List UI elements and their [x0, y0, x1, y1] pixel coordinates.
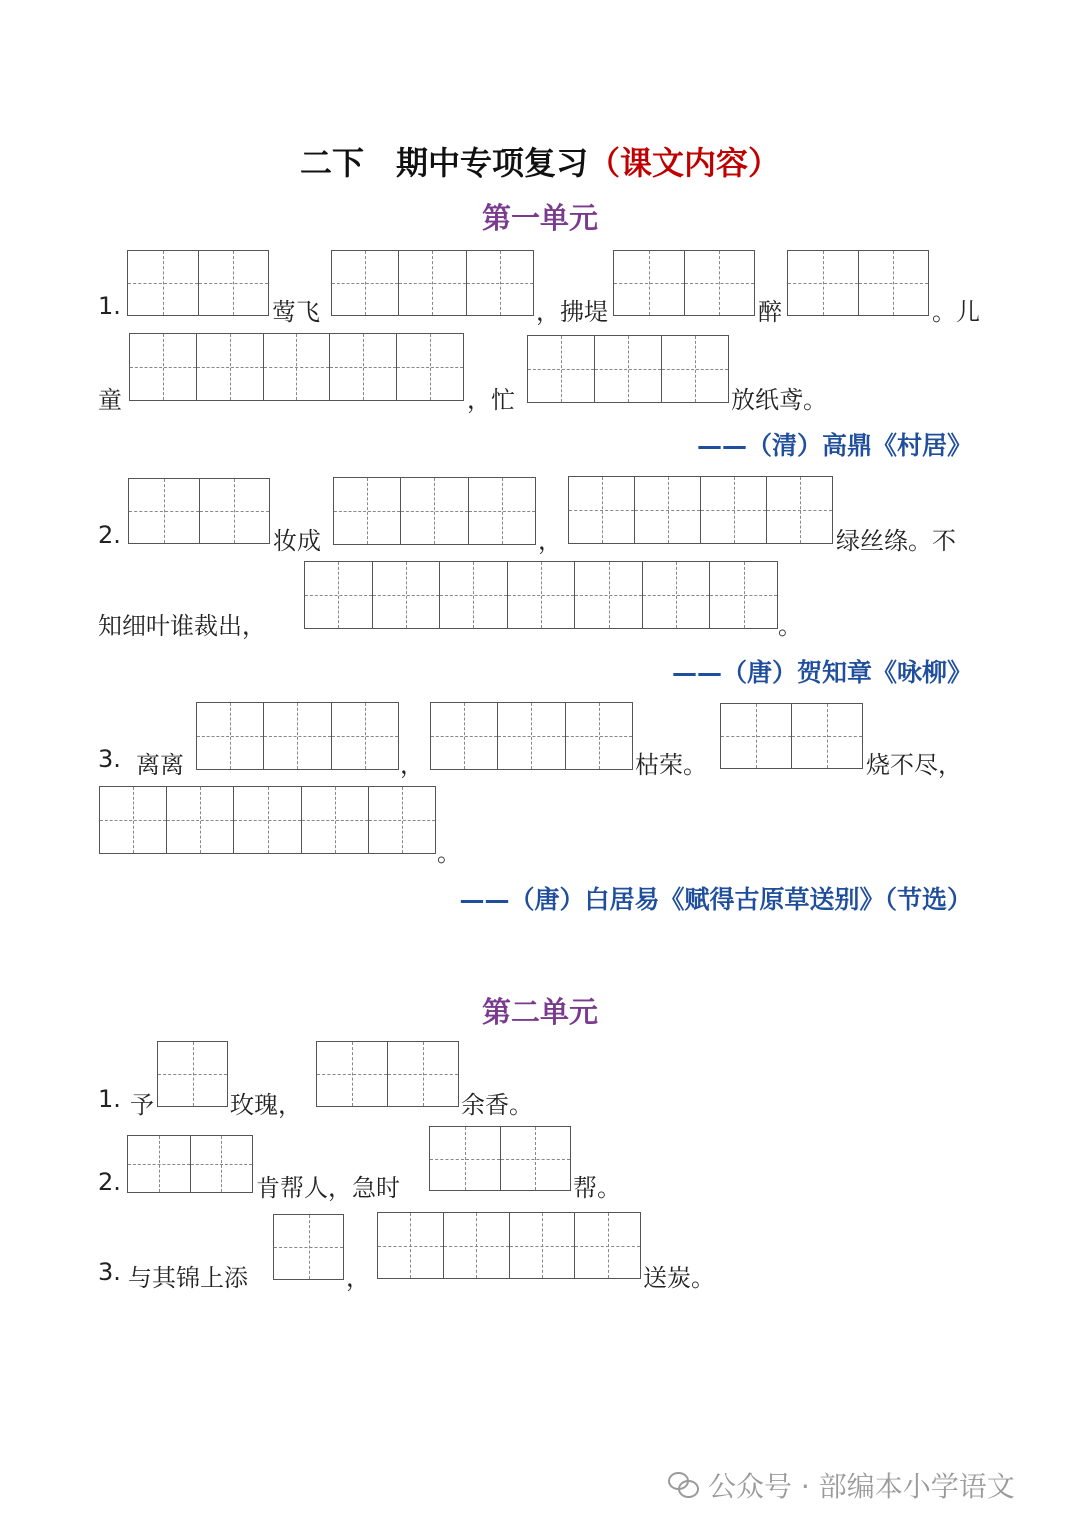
grid-cell[interactable] [190, 1136, 253, 1192]
u1-q1-text7: 放纸鸢。 [731, 386, 827, 414]
u1-q3-number: 3. [98, 745, 121, 773]
u2-q1-number: 1. [98, 1085, 121, 1113]
grid-cell[interactable] [642, 562, 710, 628]
grid-cell[interactable] [263, 703, 330, 769]
grid-cell[interactable] [158, 1042, 227, 1106]
answer-grid-3[interactable] [331, 250, 534, 316]
u2-q3-text3: 送炭。 [643, 1264, 715, 1292]
grid-cell[interactable] [528, 336, 594, 402]
grid-cell[interactable] [791, 704, 862, 768]
grid-cell[interactable] [100, 787, 166, 853]
grid-cell[interactable] [507, 562, 575, 628]
grid-cell[interactable] [569, 477, 634, 543]
u1-q2-text1: 妆成 [273, 527, 321, 555]
u2-q1-text2: 玫瑰， [230, 1091, 302, 1119]
page-title [0, 138, 1080, 184]
u1-q3-text5: 。 [437, 839, 461, 867]
grid-cell[interactable] [565, 703, 632, 769]
answer-grid-2[interactable] [720, 703, 863, 769]
grid-cell[interactable] [334, 478, 400, 544]
grid-cell[interactable] [331, 703, 398, 769]
answer-grid-2[interactable] [128, 478, 270, 544]
u1-q2-text4: 知细叶谁裁出， [98, 612, 266, 640]
title-main: 二下 期中专项复习 [299, 144, 588, 182]
grid-cell[interactable] [396, 334, 463, 400]
answer-grid-4[interactable] [377, 1212, 641, 1279]
watermark [668, 1465, 1015, 1505]
grid-cell[interactable] [198, 251, 269, 315]
answer-grid-2[interactable] [429, 1126, 571, 1191]
u1-q1-text4: 。儿 [932, 298, 980, 326]
u2-q3-text1: 与其锦上添 [128, 1264, 248, 1292]
grid-cell[interactable] [128, 1136, 190, 1192]
grid-cell[interactable] [468, 478, 535, 544]
u1-q3-text2: ， [400, 751, 424, 779]
unit2-heading: 第二单元 [481, 995, 598, 1029]
u1-q3-text3: 枯荣。 [635, 751, 707, 779]
u1-q3-text1: 离离 [136, 751, 184, 779]
grid-cell[interactable] [439, 562, 507, 628]
grid-cell[interactable] [301, 787, 368, 853]
u1-q2-source: ——（唐）贺知章《咏柳》 [671, 658, 972, 687]
grid-cell[interactable] [199, 479, 270, 543]
answer-grid-1[interactable] [157, 1041, 228, 1107]
grid-cell[interactable] [634, 477, 700, 543]
grid-cell[interactable] [128, 251, 198, 315]
u1-q1-number: 1. [98, 292, 121, 320]
grid-cell[interactable] [721, 704, 791, 768]
grid-cell[interactable] [614, 251, 684, 315]
grid-cell[interactable] [766, 477, 832, 543]
answer-grid-3[interactable] [527, 335, 729, 403]
grid-cell[interactable] [233, 787, 300, 853]
u1-q2-text5: 。 [778, 612, 802, 640]
answer-grid-1[interactable] [273, 1214, 344, 1280]
answer-grid-2[interactable] [316, 1041, 459, 1107]
title-highlight: （课文内容） [588, 144, 781, 182]
grid-cell[interactable] [166, 787, 233, 853]
answer-grid-2[interactable] [127, 1135, 253, 1193]
u1-q1-text5: 童 [98, 386, 122, 414]
grid-cell[interactable] [594, 336, 661, 402]
grid-cell[interactable] [509, 1213, 575, 1278]
u1-q2-text2: ， [538, 527, 562, 555]
grid-cell[interactable] [788, 251, 858, 315]
answer-grid-3[interactable] [430, 702, 633, 770]
u1-q3-source: ——（唐）白居易《赋得古原草送别》（节选） [459, 885, 972, 914]
u1-q1-text3: 醉 [758, 298, 782, 326]
grid-cell[interactable] [398, 251, 465, 315]
u2-q2-text1: 肯帮人，急时 [256, 1174, 400, 1202]
answer-grid-3[interactable] [196, 702, 399, 770]
grid-cell[interactable] [574, 562, 642, 628]
u2-q1-text3: 余香。 [461, 1091, 533, 1119]
grid-cell[interactable] [197, 703, 263, 769]
grid-cell[interactable] [372, 562, 440, 628]
grid-cell[interactable] [329, 334, 396, 400]
grid-cell[interactable] [497, 703, 564, 769]
u1-q1-text1: 莺飞 [272, 298, 320, 326]
answer-grid-5[interactable] [99, 786, 436, 854]
grid-cell[interactable] [700, 477, 766, 543]
grid-cell[interactable] [196, 334, 263, 400]
u1-q2-number: 2. [98, 521, 121, 549]
u1-q1-source: ——（清）高鼎《村居》 [696, 431, 972, 460]
grid-cell[interactable] [130, 334, 196, 400]
grid-cell[interactable] [305, 562, 372, 628]
u2-q1-text1: 予 [130, 1091, 154, 1119]
u1-q1-text2: ，拂堤 [536, 298, 608, 326]
grid-cell[interactable] [430, 1127, 500, 1190]
u2-q2-text2: 帮。 [573, 1174, 621, 1202]
unit1-heading: 第一单元 [481, 201, 598, 235]
answer-grid-7[interactable] [304, 561, 778, 629]
grid-cell[interactable] [661, 336, 728, 402]
answer-grid-2[interactable] [127, 250, 269, 316]
grid-cell[interactable] [684, 251, 755, 315]
answer-grid-5[interactable] [129, 333, 464, 401]
grid-cell[interactable] [317, 1042, 387, 1106]
grid-cell[interactable] [858, 251, 929, 315]
grid-cell[interactable] [400, 478, 467, 544]
u2-q3-number: 3. [98, 1258, 121, 1286]
grid-cell[interactable] [274, 1215, 343, 1279]
u1-q3-text4: 烧不尽， [866, 751, 962, 779]
grid-cell[interactable] [263, 334, 330, 400]
answer-grid-2[interactable] [613, 250, 755, 316]
grid-cell[interactable] [431, 703, 497, 769]
grid-cell[interactable] [368, 787, 435, 853]
grid-cell[interactable] [500, 1127, 571, 1190]
grid-cell[interactable] [466, 251, 533, 315]
answer-grid-3[interactable] [333, 477, 536, 545]
grid-cell[interactable] [574, 1213, 640, 1278]
u2-q2-number: 2. [98, 1168, 121, 1196]
watermark-text: 公众号 · 部编本小学语文 [708, 1470, 1015, 1503]
wechat-icon [668, 1472, 698, 1498]
grid-cell[interactable] [443, 1213, 509, 1278]
u1-q1-text6: ，忙 [467, 386, 515, 414]
grid-cell[interactable] [387, 1042, 458, 1106]
answer-grid-2[interactable] [787, 250, 929, 316]
grid-cell[interactable] [129, 479, 199, 543]
answer-grid-4[interactable] [568, 476, 833, 544]
grid-cell[interactable] [709, 562, 777, 628]
u1-q2-text3: 绿丝绦。不 [836, 527, 956, 555]
u2-q3-text2: ， [346, 1264, 370, 1292]
grid-cell[interactable] [378, 1213, 443, 1278]
grid-cell[interactable] [332, 251, 398, 315]
